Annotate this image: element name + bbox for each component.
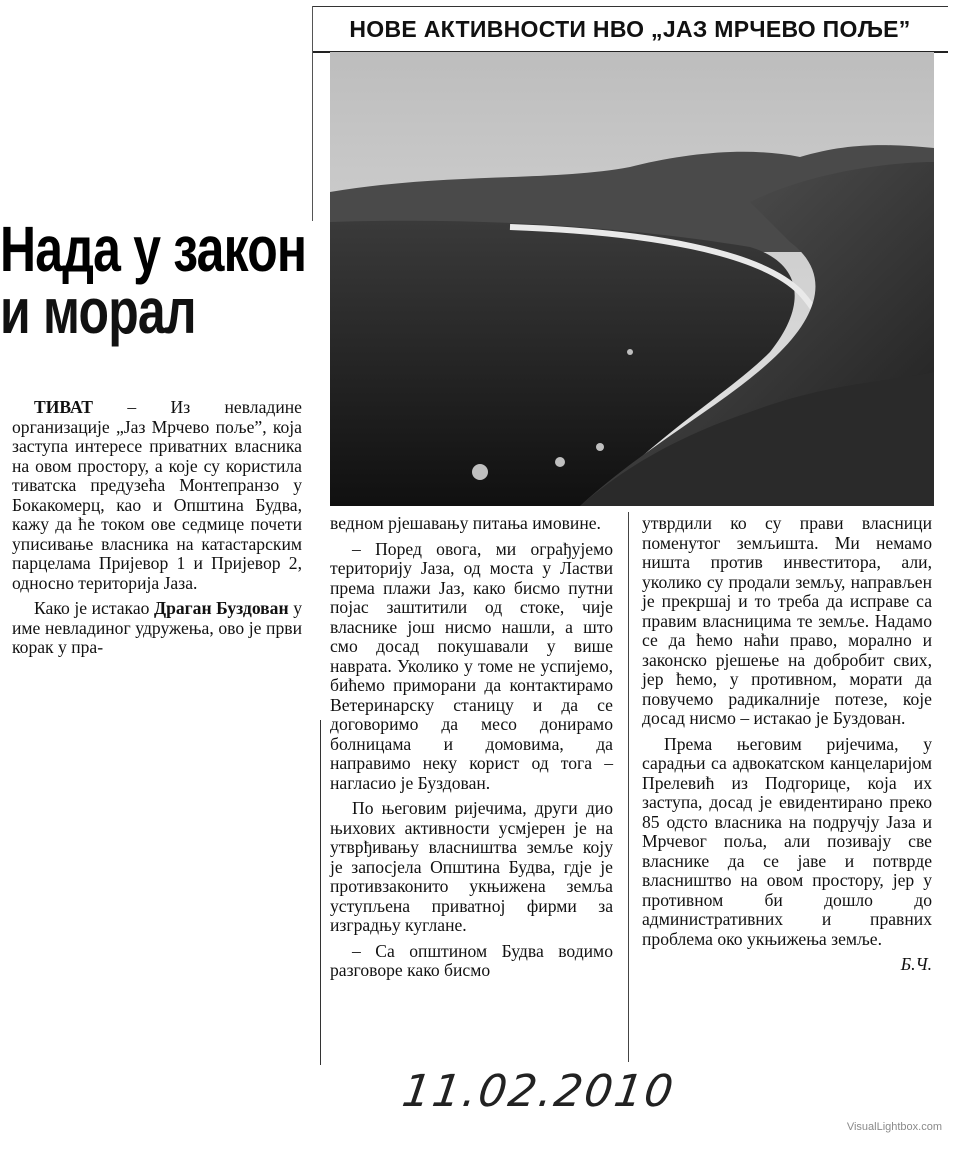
paragraph-text: – Из невладине организације „Јаз Мрчево поље”, која заступа интересе приватних власника на овом простору, а које су користила тиватска предузећа Монтепранзо у Бокакомерц, као и Општина Будва, кажу да ће током ове седмице почети уписивање власника на катастарским парцелама Пријевор 1 и Пријевор 2, односно територија Јаза. bbox=[12, 397, 302, 593]
handwritten-date: 11.02.2010 bbox=[399, 1066, 679, 1117]
column-rule bbox=[312, 6, 313, 221]
paragraph bbox=[12, 599, 302, 658]
person-name: Драган Буздован bbox=[154, 598, 289, 618]
article-column-1 bbox=[12, 398, 302, 658]
kicker-heading: НОВЕ АКТИВНОСТИ НВО „ЈАЗ МРЧЕВО ПОЉЕ” bbox=[312, 6, 948, 53]
paragraph-text: у име невладиног удружења, ово је први корак у пра- bbox=[12, 598, 302, 657]
column-rule bbox=[628, 512, 629, 1062]
paragraph: утврдили ко су прави власници поменутог земљишта. Ми немамо ништа против инвеститора, али, уколико су продали земљу, направљен је прекршај и то треба да исправе са правим власницима те земље. Надамо се да ћемо наћи право, морално и законско рјешење на добробит свих, јер ћемо, у противном, морати да повучемо радикалније потезе, које досад нисмо – истакао је Буздован. bbox=[642, 513, 932, 728]
paragraph: По његовим ријечима, други дио њихових активности усмјерен је на утврђивању власништва земље коју је запосјела Општина Будва, гдје је противзаконито укњижена земља уступљена приватној фирми за изградњу куглане. bbox=[330, 798, 613, 935]
dateline: ТИВАТ bbox=[34, 397, 93, 417]
column-rule bbox=[320, 720, 321, 1065]
article-column-2 bbox=[330, 514, 613, 981]
headline-line-2: и морал bbox=[0, 275, 196, 347]
author-signature: Б.Ч. bbox=[900, 954, 932, 974]
coast-landscape-image bbox=[330, 52, 934, 506]
article-column-3 bbox=[642, 514, 932, 975]
headline-line-1: Нада у закон bbox=[0, 213, 307, 285]
paragraph-text: Како је истакао bbox=[34, 598, 154, 618]
paragraph bbox=[12, 398, 302, 593]
paragraph: – Поред овога, ми ограђујемо територију Јаза, од моста у Ластви према плажи Јаз, како бисмо путни појас заштитили од стоке, чије власнике још нисмо нашли, а што смо досад покушавали у више наврата. Уколико у томе не успијемо, бићемо приморани да контактирамо Ветеринарску станицу и да се договоримо да месо донирамо болницама и домовима, да направимо неку корист од тога – нагласио је Буздован. bbox=[330, 538, 613, 793]
bay-photo bbox=[330, 52, 934, 506]
watermark: VisualLightbox.com bbox=[846, 1121, 942, 1133]
paragraph: Према његовим ријечима, у сарадњи са адвокатском канцеларијом Прелевић из Подгорице, која их заступа, досад је евидентирано преко 85 одсто власника на подручју Јаза и Мрчевог поља, али позивају све власнике да се јаве и потврде власништво на овом простору, јер у противном би дошло до административних и правних проблема око укњижења земље. bbox=[642, 733, 932, 949]
paragraph: ведном рјешавању питања имовине. bbox=[330, 513, 601, 533]
paragraph: – Са општином Будва водимо разговоре како бисмо bbox=[330, 940, 613, 980]
headline bbox=[0, 213, 312, 347]
